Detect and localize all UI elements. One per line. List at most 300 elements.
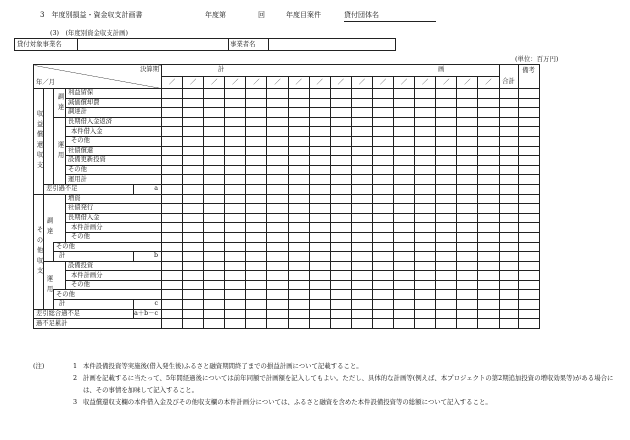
value-cell[interactable] xyxy=(267,271,288,281)
value-cell[interactable] xyxy=(330,204,351,214)
value-cell[interactable] xyxy=(372,89,393,99)
value-cell[interactable] xyxy=(309,242,330,252)
value-cell[interactable] xyxy=(394,309,415,319)
value-cell[interactable] xyxy=(415,184,436,194)
value-cell[interactable] xyxy=(246,232,267,242)
value-cell[interactable] xyxy=(183,184,204,194)
value-cell[interactable] xyxy=(183,194,204,204)
value-cell[interactable] xyxy=(183,232,204,242)
value-cell[interactable] xyxy=(394,127,415,137)
value-cell[interactable] xyxy=(457,300,478,310)
value-cell[interactable] xyxy=(415,290,436,300)
value-cell[interactable] xyxy=(288,127,309,137)
value-cell[interactable] xyxy=(309,98,330,108)
value-cell[interactable] xyxy=(457,194,478,204)
value-cell[interactable] xyxy=(246,290,267,300)
value-cell[interactable] xyxy=(246,261,267,271)
value-cell[interactable] xyxy=(457,213,478,223)
value-cell[interactable] xyxy=(225,146,246,156)
value-cell[interactable] xyxy=(457,242,478,252)
value-cell[interactable] xyxy=(372,290,393,300)
value-cell[interactable] xyxy=(330,300,351,310)
value-cell[interactable] xyxy=(162,175,183,185)
value-cell[interactable] xyxy=(288,146,309,156)
value-cell[interactable] xyxy=(183,223,204,233)
value-cell[interactable] xyxy=(457,280,478,290)
value-cell[interactable] xyxy=(518,261,539,271)
value-cell[interactable] xyxy=(457,146,478,156)
value-cell[interactable] xyxy=(162,252,183,262)
value-cell[interactable] xyxy=(204,232,225,242)
value-cell[interactable] xyxy=(225,242,246,252)
value-cell[interactable] xyxy=(288,204,309,214)
value-cell[interactable] xyxy=(518,204,539,214)
value-cell[interactable] xyxy=(267,184,288,194)
value-cell[interactable] xyxy=(288,252,309,262)
value-cell[interactable] xyxy=(288,223,309,233)
value-cell[interactable] xyxy=(499,242,518,252)
value-cell[interactable] xyxy=(499,117,518,127)
value-cell[interactable] xyxy=(372,252,393,262)
value-cell[interactable] xyxy=(372,271,393,281)
value-cell[interactable] xyxy=(183,261,204,271)
value-cell[interactable] xyxy=(372,136,393,146)
value-cell[interactable] xyxy=(183,271,204,281)
value-cell[interactable] xyxy=(415,108,436,118)
value-cell[interactable] xyxy=(351,242,372,252)
value-cell[interactable] xyxy=(499,184,518,194)
value-cell[interactable] xyxy=(309,280,330,290)
value-cell[interactable] xyxy=(351,232,372,242)
value-cell[interactable] xyxy=(204,223,225,233)
value-cell[interactable] xyxy=(499,136,518,146)
period-slash[interactable]: ／ xyxy=(351,77,372,89)
value-cell[interactable] xyxy=(162,98,183,108)
value-cell[interactable] xyxy=(478,194,499,204)
value-cell[interactable] xyxy=(309,271,330,281)
value-cell[interactable] xyxy=(225,194,246,204)
value-cell[interactable] xyxy=(457,184,478,194)
value-cell[interactable] xyxy=(499,223,518,233)
value-cell[interactable] xyxy=(436,261,457,271)
value-cell[interactable] xyxy=(267,165,288,175)
value-cell[interactable] xyxy=(351,319,372,329)
value-cell[interactable] xyxy=(415,89,436,99)
value-cell[interactable] xyxy=(183,117,204,127)
value-cell[interactable] xyxy=(372,232,393,242)
value-cell[interactable] xyxy=(478,223,499,233)
value-cell[interactable] xyxy=(267,117,288,127)
value-cell[interactable] xyxy=(394,300,415,310)
value-cell[interactable] xyxy=(204,136,225,146)
value-cell[interactable] xyxy=(225,184,246,194)
value-cell[interactable] xyxy=(162,232,183,242)
period-slash[interactable]: ／ xyxy=(246,77,267,89)
value-cell[interactable] xyxy=(457,136,478,146)
value-cell[interactable] xyxy=(499,156,518,166)
value-cell[interactable] xyxy=(436,319,457,329)
value-cell[interactable] xyxy=(330,252,351,262)
value-cell[interactable] xyxy=(478,261,499,271)
value-cell[interactable] xyxy=(499,127,518,137)
value-cell[interactable] xyxy=(478,98,499,108)
value-cell[interactable] xyxy=(267,108,288,118)
value-cell[interactable] xyxy=(225,89,246,99)
value-cell[interactable] xyxy=(246,117,267,127)
value-cell[interactable] xyxy=(225,127,246,137)
value-cell[interactable] xyxy=(518,98,539,108)
value-cell[interactable] xyxy=(162,261,183,271)
value-cell[interactable] xyxy=(372,98,393,108)
value-cell[interactable] xyxy=(246,309,267,319)
value-cell[interactable] xyxy=(415,319,436,329)
value-cell[interactable] xyxy=(394,319,415,329)
value-cell[interactable] xyxy=(204,165,225,175)
value-cell[interactable] xyxy=(246,146,267,156)
value-cell[interactable] xyxy=(204,184,225,194)
value-cell[interactable] xyxy=(372,300,393,310)
value-cell[interactable] xyxy=(518,290,539,300)
value-cell[interactable] xyxy=(436,89,457,99)
value-cell[interactable] xyxy=(162,117,183,127)
value-cell[interactable] xyxy=(436,108,457,118)
value-cell[interactable] xyxy=(225,204,246,214)
value-cell[interactable] xyxy=(162,280,183,290)
value-cell[interactable] xyxy=(351,98,372,108)
value-cell[interactable] xyxy=(330,213,351,223)
value-cell[interactable] xyxy=(225,280,246,290)
value-cell[interactable] xyxy=(351,146,372,156)
value-cell[interactable] xyxy=(246,271,267,281)
value-cell[interactable] xyxy=(478,252,499,262)
value-cell[interactable] xyxy=(267,319,288,329)
value-cell[interactable] xyxy=(162,242,183,252)
value-cell[interactable] xyxy=(309,175,330,185)
value-cell[interactable] xyxy=(518,156,539,166)
value-cell[interactable] xyxy=(457,89,478,99)
value-cell[interactable] xyxy=(267,89,288,99)
value-cell[interactable] xyxy=(246,108,267,118)
value-cell[interactable] xyxy=(330,194,351,204)
value-cell[interactable] xyxy=(436,252,457,262)
value-cell[interactable] xyxy=(499,300,518,310)
value-cell[interactable] xyxy=(415,98,436,108)
value-cell[interactable] xyxy=(436,213,457,223)
value-cell[interactable] xyxy=(436,146,457,156)
value-cell[interactable] xyxy=(267,223,288,233)
value-cell[interactable] xyxy=(246,156,267,166)
value-cell[interactable] xyxy=(372,175,393,185)
value-cell[interactable] xyxy=(183,127,204,137)
value-cell[interactable] xyxy=(518,280,539,290)
value-cell[interactable] xyxy=(436,290,457,300)
value-cell[interactable] xyxy=(204,242,225,252)
value-cell[interactable] xyxy=(351,165,372,175)
value-cell[interactable] xyxy=(330,261,351,271)
value-cell[interactable] xyxy=(518,117,539,127)
value-cell[interactable] xyxy=(246,194,267,204)
value-cell[interactable] xyxy=(267,309,288,319)
value-cell[interactable] xyxy=(478,108,499,118)
value-cell[interactable] xyxy=(499,309,518,319)
value-cell[interactable] xyxy=(436,280,457,290)
value-cell[interactable] xyxy=(330,98,351,108)
value-cell[interactable] xyxy=(204,204,225,214)
value-cell[interactable] xyxy=(436,117,457,127)
value-cell[interactable] xyxy=(288,165,309,175)
value-cell[interactable] xyxy=(372,146,393,156)
value-cell[interactable] xyxy=(415,242,436,252)
value-cell[interactable] xyxy=(330,309,351,319)
value-cell[interactable] xyxy=(225,175,246,185)
value-cell[interactable] xyxy=(288,184,309,194)
value-cell[interactable] xyxy=(288,175,309,185)
value-cell[interactable] xyxy=(415,223,436,233)
value-cell[interactable] xyxy=(54,261,66,290)
value-cell[interactable] xyxy=(246,165,267,175)
value-cell[interactable] xyxy=(204,175,225,185)
value-cell[interactable] xyxy=(288,290,309,300)
value-cell[interactable] xyxy=(309,165,330,175)
value-cell[interactable] xyxy=(351,280,372,290)
value-cell[interactable] xyxy=(225,136,246,146)
value-cell[interactable] xyxy=(267,300,288,310)
value-cell[interactable] xyxy=(162,290,183,300)
value-cell[interactable] xyxy=(394,242,415,252)
value-cell[interactable] xyxy=(351,117,372,127)
value-cell[interactable] xyxy=(288,300,309,310)
value-cell[interactable] xyxy=(478,213,499,223)
value-cell[interactable] xyxy=(162,223,183,233)
value-cell[interactable] xyxy=(436,98,457,108)
value-cell[interactable] xyxy=(309,194,330,204)
value-cell[interactable] xyxy=(436,242,457,252)
value-cell[interactable] xyxy=(204,290,225,300)
value-cell[interactable] xyxy=(288,89,309,99)
value-cell[interactable] xyxy=(394,252,415,262)
value-cell[interactable] xyxy=(436,271,457,281)
value-cell[interactable] xyxy=(54,194,66,242)
value-cell[interactable] xyxy=(518,108,539,118)
value-cell[interactable] xyxy=(288,156,309,166)
value-cell[interactable] xyxy=(499,146,518,156)
value-cell[interactable] xyxy=(183,280,204,290)
value-cell[interactable] xyxy=(478,290,499,300)
value-cell[interactable] xyxy=(267,252,288,262)
value-cell[interactable] xyxy=(267,127,288,137)
value-cell[interactable] xyxy=(499,98,518,108)
value-cell[interactable] xyxy=(372,108,393,118)
value-cell[interactable] xyxy=(478,136,499,146)
value-cell[interactable] xyxy=(204,194,225,204)
value-cell[interactable] xyxy=(457,127,478,137)
value-cell[interactable] xyxy=(457,117,478,127)
period-slash[interactable]: ／ xyxy=(183,77,204,89)
value-cell[interactable] xyxy=(436,204,457,214)
value-cell[interactable] xyxy=(351,194,372,204)
value-cell[interactable] xyxy=(415,117,436,127)
value-cell[interactable] xyxy=(246,242,267,252)
value-cell[interactable] xyxy=(267,156,288,166)
value-cell[interactable] xyxy=(372,184,393,194)
value-cell[interactable] xyxy=(372,261,393,271)
value-cell[interactable] xyxy=(267,242,288,252)
period-slash[interactable]: ／ xyxy=(288,77,309,89)
value-cell[interactable] xyxy=(204,213,225,223)
value-cell[interactable] xyxy=(330,156,351,166)
value-cell[interactable] xyxy=(330,89,351,99)
value-cell[interactable] xyxy=(204,98,225,108)
value-cell[interactable] xyxy=(288,280,309,290)
value-cell[interactable] xyxy=(162,184,183,194)
value-cell[interactable] xyxy=(351,290,372,300)
value-cell[interactable] xyxy=(457,175,478,185)
value-cell[interactable] xyxy=(162,271,183,281)
value-cell[interactable] xyxy=(478,156,499,166)
value-cell[interactable] xyxy=(394,290,415,300)
value-cell[interactable] xyxy=(394,261,415,271)
value-cell[interactable] xyxy=(162,300,183,310)
period-slash[interactable]: ／ xyxy=(267,77,288,89)
value-cell[interactable] xyxy=(309,309,330,319)
value-cell[interactable] xyxy=(351,156,372,166)
value-cell[interactable] xyxy=(457,290,478,300)
value-cell[interactable] xyxy=(162,146,183,156)
value-cell[interactable] xyxy=(457,309,478,319)
value-cell[interactable] xyxy=(394,194,415,204)
value-cell[interactable] xyxy=(330,117,351,127)
value-cell[interactable] xyxy=(225,261,246,271)
value-cell[interactable] xyxy=(457,108,478,118)
value-cell[interactable] xyxy=(267,175,288,185)
value-cell[interactable] xyxy=(394,271,415,281)
value-cell[interactable] xyxy=(499,319,518,329)
value-cell[interactable] xyxy=(372,242,393,252)
value-cell[interactable] xyxy=(518,223,539,233)
value-cell[interactable] xyxy=(351,213,372,223)
value-cell[interactable] xyxy=(372,127,393,137)
value-cell[interactable] xyxy=(372,280,393,290)
value-cell[interactable] xyxy=(394,280,415,290)
value-cell[interactable] xyxy=(309,252,330,262)
value-cell[interactable] xyxy=(225,290,246,300)
period-slash[interactable]: ／ xyxy=(309,77,330,89)
value-cell[interactable] xyxy=(415,300,436,310)
value-cell[interactable] xyxy=(330,175,351,185)
value-cell[interactable] xyxy=(518,146,539,156)
period-slash[interactable]: ／ xyxy=(415,77,436,89)
value-cell[interactable] xyxy=(518,89,539,99)
value-cell[interactable] xyxy=(351,300,372,310)
value-cell[interactable] xyxy=(478,184,499,194)
value-cell[interactable] xyxy=(518,184,539,194)
value-cell[interactable] xyxy=(457,271,478,281)
value-cell[interactable] xyxy=(309,108,330,118)
value-cell[interactable] xyxy=(518,213,539,223)
value-cell[interactable] xyxy=(415,146,436,156)
value-cell[interactable] xyxy=(309,223,330,233)
value-cell[interactable] xyxy=(162,309,183,319)
value-cell[interactable] xyxy=(518,165,539,175)
value-cell[interactable] xyxy=(309,136,330,146)
value-cell[interactable] xyxy=(478,146,499,156)
value-cell[interactable] xyxy=(436,127,457,137)
value-cell[interactable] xyxy=(478,300,499,310)
value-cell[interactable] xyxy=(394,108,415,118)
value-cell[interactable] xyxy=(415,156,436,166)
value-cell[interactable] xyxy=(372,117,393,127)
value-cell[interactable] xyxy=(204,127,225,137)
value-cell[interactable] xyxy=(225,232,246,242)
value-cell[interactable] xyxy=(415,309,436,319)
value-cell[interactable] xyxy=(394,204,415,214)
value-cell[interactable] xyxy=(436,223,457,233)
value-cell[interactable] xyxy=(183,89,204,99)
value-cell[interactable] xyxy=(246,252,267,262)
value-cell[interactable] xyxy=(309,319,330,329)
value-cell[interactable] xyxy=(372,319,393,329)
value-cell[interactable] xyxy=(457,252,478,262)
value-cell[interactable] xyxy=(478,165,499,175)
value-cell[interactable] xyxy=(436,309,457,319)
value-cell[interactable] xyxy=(162,204,183,214)
value-cell[interactable] xyxy=(246,136,267,146)
value-cell[interactable] xyxy=(309,146,330,156)
value-cell[interactable] xyxy=(415,252,436,262)
value-cell[interactable] xyxy=(518,252,539,262)
value-cell[interactable] xyxy=(415,213,436,223)
value-cell[interactable] xyxy=(330,165,351,175)
value-cell[interactable] xyxy=(246,98,267,108)
value-cell[interactable] xyxy=(372,204,393,214)
value-cell[interactable] xyxy=(225,165,246,175)
value-cell[interactable] xyxy=(415,232,436,242)
value-cell[interactable] xyxy=(267,98,288,108)
value-cell[interactable] xyxy=(162,136,183,146)
value-cell[interactable] xyxy=(394,165,415,175)
value-cell[interactable] xyxy=(309,156,330,166)
value-cell[interactable] xyxy=(267,213,288,223)
period-slash[interactable]: ／ xyxy=(162,77,183,89)
value-cell[interactable] xyxy=(225,108,246,118)
period-slash[interactable]: ／ xyxy=(372,77,393,89)
value-cell[interactable] xyxy=(436,184,457,194)
value-cell[interactable] xyxy=(499,290,518,300)
value-cell[interactable] xyxy=(288,117,309,127)
value-cell[interactable] xyxy=(436,156,457,166)
value-cell[interactable] xyxy=(309,127,330,137)
value-cell[interactable] xyxy=(288,261,309,271)
value-cell[interactable] xyxy=(372,194,393,204)
value-cell[interactable] xyxy=(267,136,288,146)
value-cell[interactable] xyxy=(267,290,288,300)
value-cell[interactable] xyxy=(394,98,415,108)
value-cell[interactable] xyxy=(183,165,204,175)
value-cell[interactable] xyxy=(183,309,204,319)
value-cell[interactable] xyxy=(246,89,267,99)
value-cell[interactable] xyxy=(288,319,309,329)
value-cell[interactable] xyxy=(330,184,351,194)
value-cell[interactable] xyxy=(162,89,183,99)
value-cell[interactable] xyxy=(394,213,415,223)
value-cell[interactable] xyxy=(499,261,518,271)
value-cell[interactable] xyxy=(204,146,225,156)
value-cell[interactable] xyxy=(415,280,436,290)
value-cell[interactable] xyxy=(518,319,539,329)
value-cell[interactable] xyxy=(330,280,351,290)
value-cell[interactable] xyxy=(225,300,246,310)
value-cell[interactable] xyxy=(351,204,372,214)
